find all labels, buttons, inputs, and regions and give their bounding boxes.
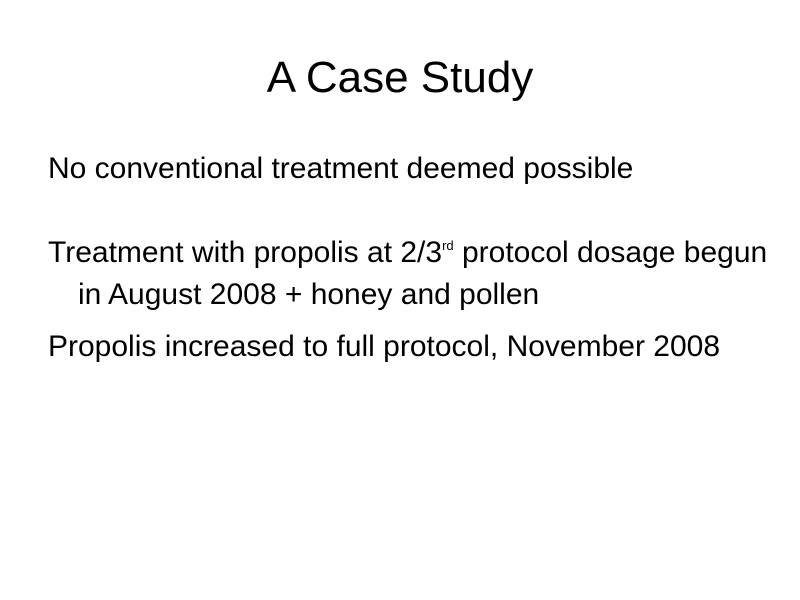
slide-title: A Case Study bbox=[266, 53, 534, 102]
slide-body bbox=[48, 148, 768, 368]
ordinal-superscript: rd bbox=[442, 238, 454, 253]
paragraph-propolis-increased: Propolis increased to full protocol, November 2008 bbox=[48, 330, 721, 363]
paragraph-text-before-superscript: Treatment with propolis at 2/3 bbox=[48, 236, 443, 269]
paragraph-text-after-superscript: protocol dosage begun in August 2008 + honey and pollen bbox=[78, 236, 768, 311]
paragraph-no-conventional-treatment: No conventional treatment deemed possible bbox=[48, 152, 634, 185]
paragraph-treatment-with-propolis bbox=[48, 232, 768, 316]
